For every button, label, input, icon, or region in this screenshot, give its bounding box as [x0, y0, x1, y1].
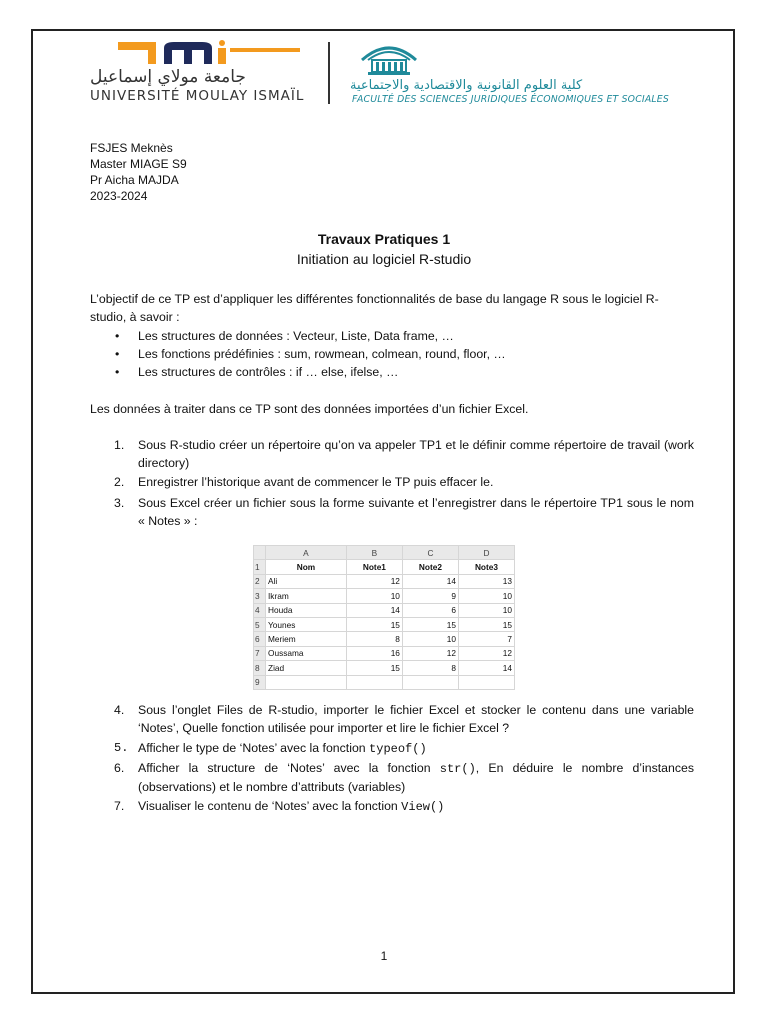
table-row: [254, 661, 515, 675]
faculty-latin-name: FACULTÉ DES SCIENCES JURIDIQUES ÉCONOMIQUES ET SOCIALES: [352, 94, 669, 105]
data-note: Les données à traiter dans ce TP sont des données importées d’un fichier Excel.: [90, 402, 529, 416]
code-view: View(): [401, 800, 445, 814]
row-number: 3: [254, 589, 266, 603]
table-cell: [402, 675, 458, 689]
table-row: [254, 574, 515, 588]
table-row: [254, 675, 515, 689]
table-cell: [266, 675, 347, 689]
bullet-icon: •: [115, 347, 120, 361]
table-row: [254, 617, 515, 631]
table-cell: 14: [402, 574, 458, 588]
table-row: [254, 589, 515, 603]
bullet-item: • Les fonctions prédéfinies : sum, rowmean, colmean, round, floor, …: [115, 347, 506, 361]
table-cell: 10: [458, 589, 514, 603]
table-cell: 15: [346, 617, 402, 631]
row-number: 4: [254, 603, 266, 617]
table-row: [254, 646, 515, 660]
task-item-5: 5. Afficher le type de ‘Notes’ avec la fonction typeof(): [114, 741, 427, 756]
table-cell: 12: [402, 646, 458, 660]
bullet-item: • Les structures de contrôles : if … else, ifelse, …: [115, 365, 399, 379]
table-row: [254, 603, 515, 617]
table-header-cell: Nom: [266, 560, 347, 574]
table-cell: 13: [458, 574, 514, 588]
university-arabic-name: جامعة مولاي إسماعيل: [90, 67, 246, 87]
table-cell: [346, 675, 402, 689]
table-cell: 10: [402, 632, 458, 646]
table-cell: Ziad: [266, 661, 347, 675]
task-item-1: 1. Sous R-studio créer un répertoire qu’on va appeler TP1 et le définir comme répertoire de travail (work directory): [114, 438, 694, 470]
table-header-cell: Note2: [402, 560, 458, 574]
faculty-logo-icon: [354, 40, 424, 78]
page-number: 1: [380, 949, 388, 963]
umi-logo-graphic: [118, 40, 318, 68]
table-cell: 8: [346, 632, 402, 646]
table-header-cell: Note3: [458, 560, 514, 574]
column-letter-row: [254, 546, 515, 560]
table-cell: 15: [346, 661, 402, 675]
table-header-cell: Note1: [346, 560, 402, 574]
document-subtitle: Initiation au logiciel R-studio: [296, 251, 472, 267]
university-latin-name: UNIVERSITÉ MOULAY ISMAÏL: [90, 88, 305, 104]
excel-table: [253, 545, 515, 690]
university-logo: [90, 40, 335, 106]
task-item-3: 3. Sous Excel créer un fichier sous la forme suivante et l’enregistrer dans le répertoire TP1 sous le nom « Notes » :: [114, 496, 694, 528]
bullet-item: • Les structures de données : Vecteur, Liste, Data frame, …: [115, 329, 454, 343]
row-number: 8: [254, 661, 266, 675]
bullet-icon: •: [115, 329, 120, 343]
column-letter: B: [346, 546, 402, 560]
row-number: 7: [254, 646, 266, 660]
table-cell: 12: [346, 574, 402, 588]
table-cell: Ikram: [266, 589, 347, 603]
column-letter: A: [266, 546, 347, 560]
bullet-icon: •: [115, 365, 120, 379]
document-title: Travaux Pratiques 1: [317, 231, 451, 247]
task-item-6: 6. Afficher la structure de ‘Notes’ avec la fonction str(), En déduire le nombre d’instances (observations) et le nombre d’attributs (variables): [114, 761, 694, 794]
table-cell: 14: [458, 661, 514, 675]
intro-paragraph: L’objectif de ce TP est d’appliquer les différentes fonctionnalités de base du langage R sous le logiciel R-studio, à savoir :: [90, 292, 659, 324]
row-number: 2: [254, 574, 266, 588]
faculty-arabic-name: كلية العلوم القانونية والاقتصادية والاجتماعية: [350, 78, 583, 93]
table-cell: Houda: [266, 603, 347, 617]
table-cell: 15: [402, 617, 458, 631]
table-cell: Younes: [266, 617, 347, 631]
row-number: 5: [254, 617, 266, 631]
table-cell: 12: [458, 646, 514, 660]
task-item-2: 2. Enregistrer l’historique avant de commencer le TP puis effacer le.: [114, 475, 494, 489]
meta-professor: Pr Aicha MAJDA: [90, 173, 179, 187]
meta-program: Master MIAGE S9: [90, 157, 187, 171]
column-letter: D: [458, 546, 514, 560]
table-cell: 14: [346, 603, 402, 617]
table-cell: Oussama: [266, 646, 347, 660]
code-typeof: typeof(): [369, 742, 427, 756]
meta-year: 2023-2024: [90, 189, 148, 203]
table-cell: 7: [458, 632, 514, 646]
table-cell: Ali: [266, 574, 347, 588]
table-header-row: [254, 560, 515, 574]
column-letter: C: [402, 546, 458, 560]
task-item-4: 4. Sous l’onglet Files de R-studio, importer le fichier Excel et stocker le contenu dans une variable ‘Notes’, Quelle fonction utilisée pour importer et lire le fichier Excel ?: [114, 703, 694, 735]
code-str: str(): [439, 762, 476, 776]
table-cell: 8: [402, 661, 458, 675]
table-cell: 16: [346, 646, 402, 660]
table-cell: 9: [402, 589, 458, 603]
corner-cell: [254, 546, 266, 560]
row-number: 9: [254, 675, 266, 689]
row-number: 1: [254, 560, 266, 574]
table-cell: 10: [458, 603, 514, 617]
task-item-7: 7. Visualiser le contenu de ‘Notes’ avec la fonction View(): [114, 799, 445, 814]
header-divider: [328, 42, 330, 104]
table-cell: Meriem: [266, 632, 347, 646]
table-cell: 10: [346, 589, 402, 603]
meta-institution: FSJES Meknès: [90, 141, 173, 155]
table-cell: 6: [402, 603, 458, 617]
row-number: 6: [254, 632, 266, 646]
table-row: [254, 632, 515, 646]
table-cell: [458, 675, 514, 689]
table-cell: 15: [458, 617, 514, 631]
